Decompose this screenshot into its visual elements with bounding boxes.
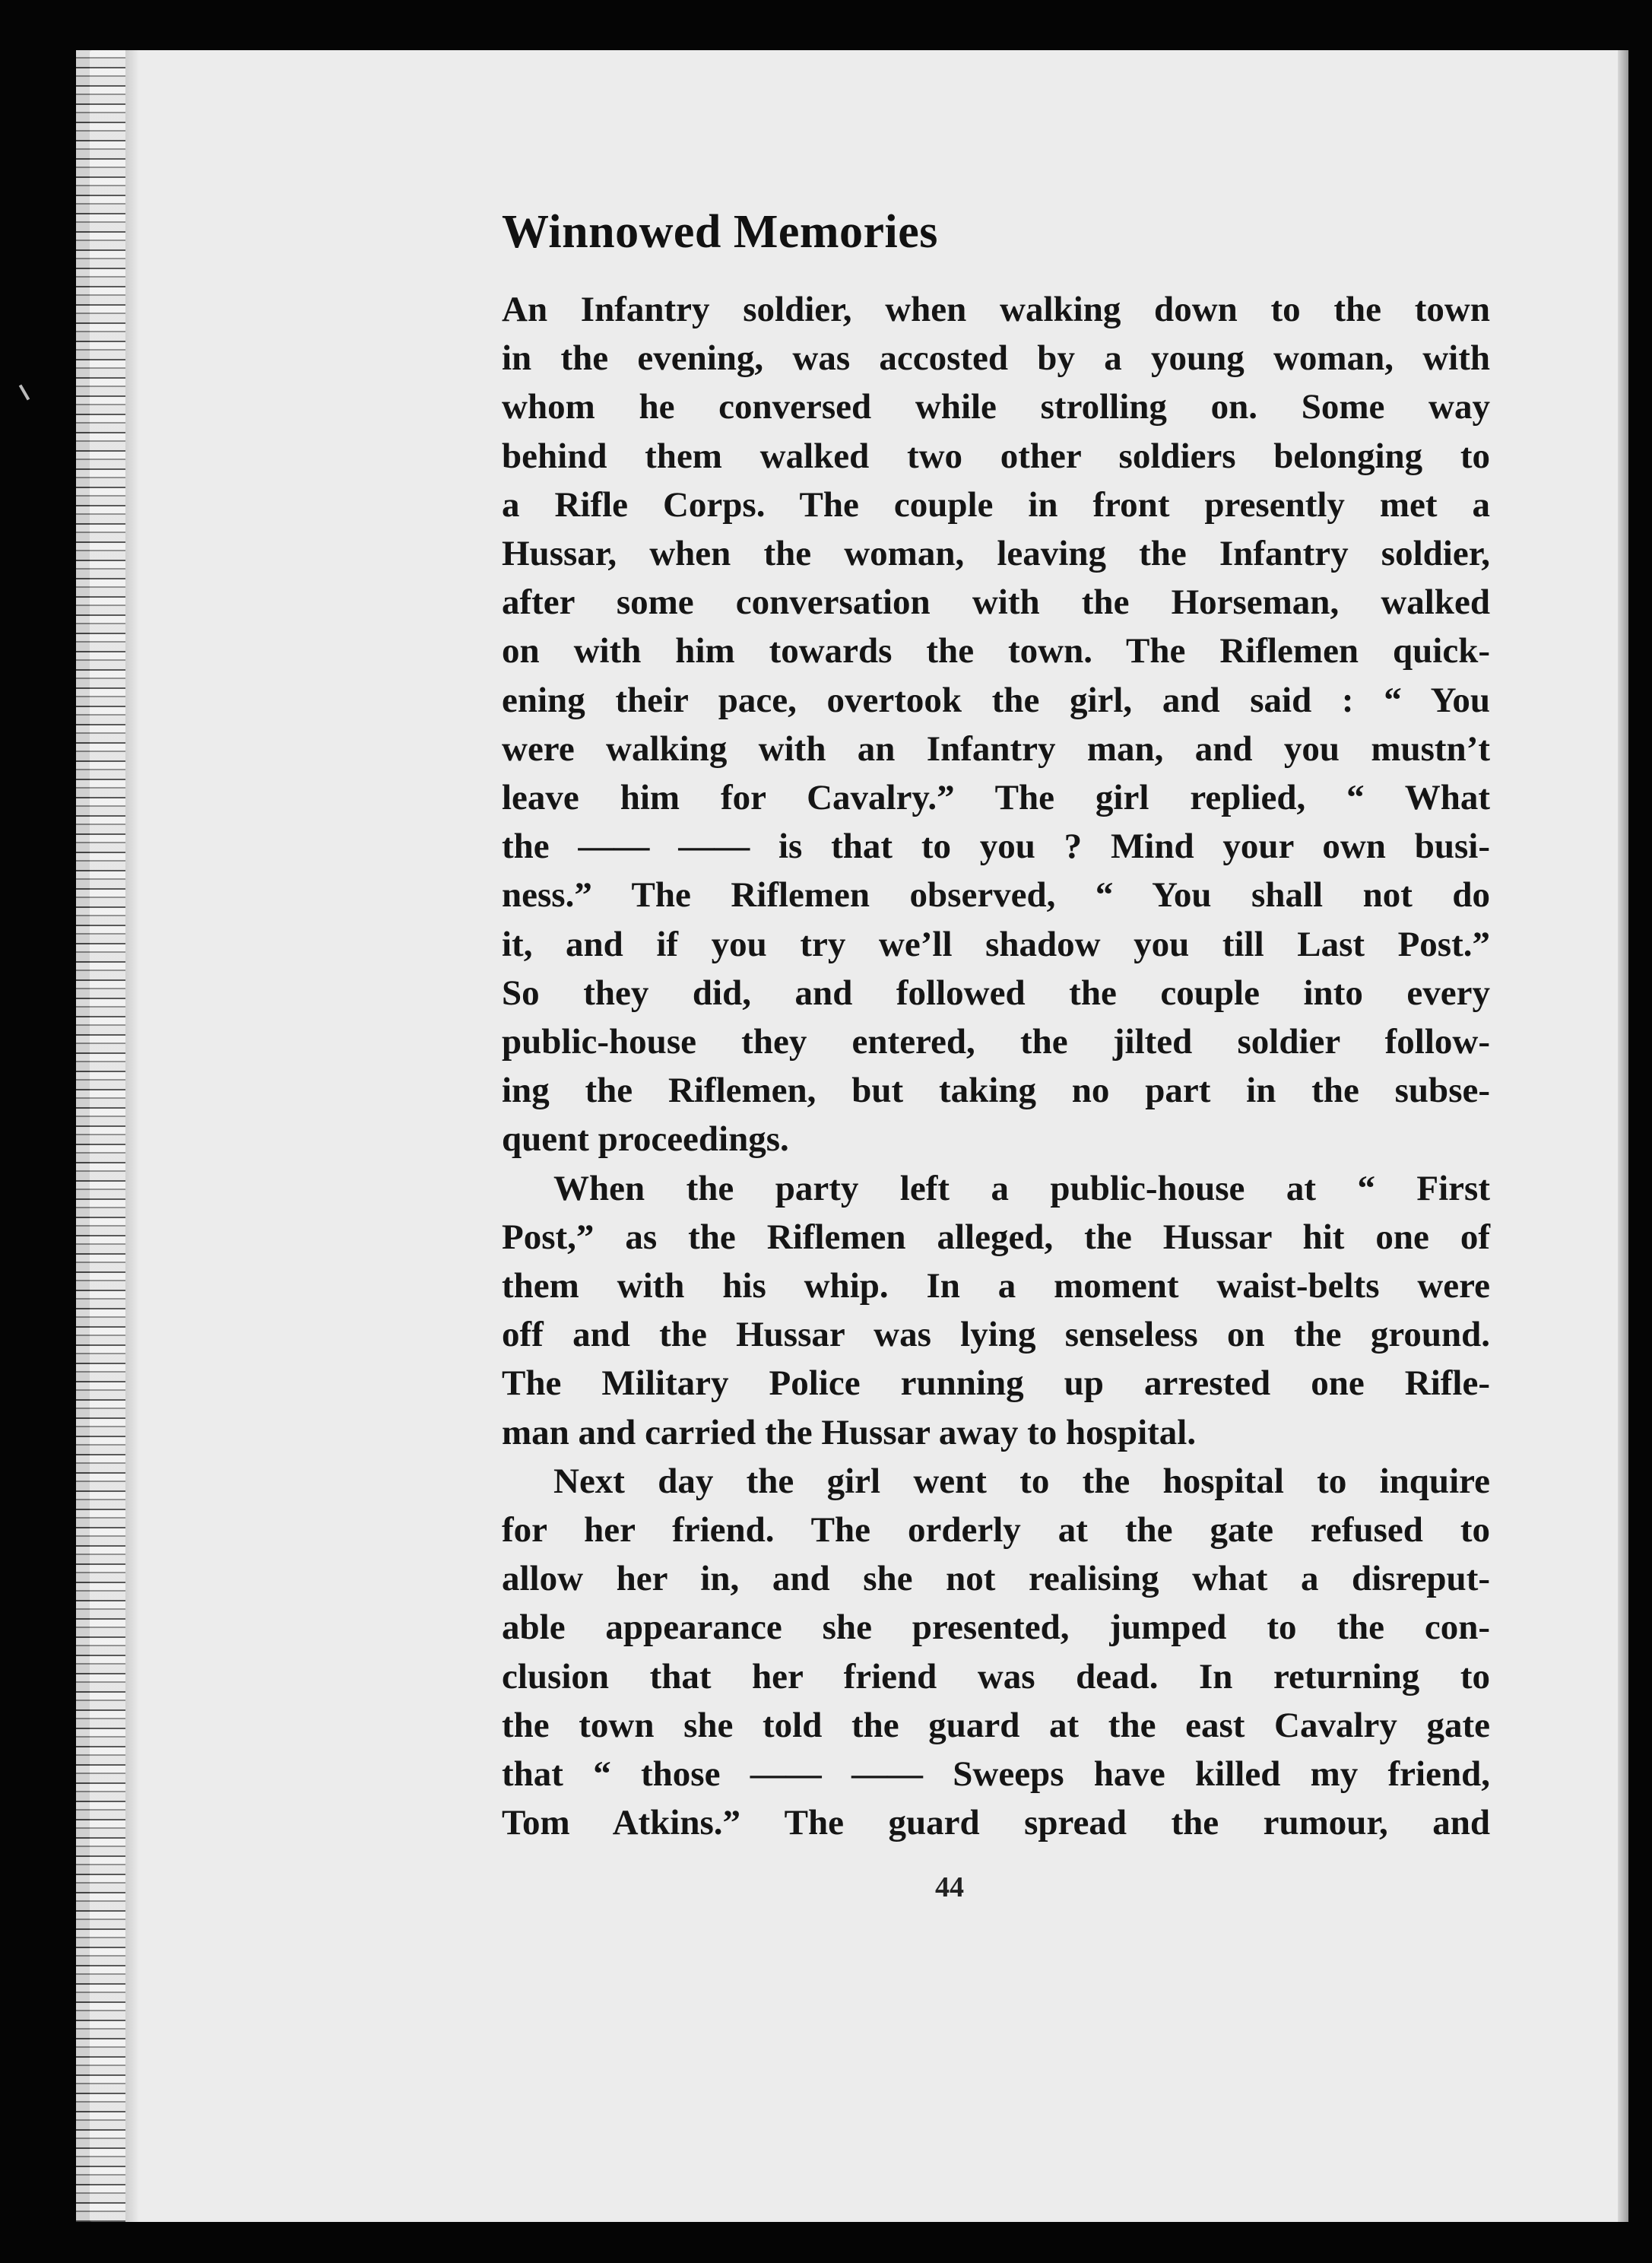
text-line: able appearance she presented, jumped to the con- bbox=[502, 1608, 1490, 1648]
running-head: Winnowed Memories bbox=[502, 206, 938, 258]
text-line: the —— —— is that to you ? Mind your own busi- bbox=[502, 827, 1490, 867]
text-line: Post,” as the Riflemen alleged, the Hussar hit one of bbox=[502, 1217, 1490, 1257]
text-line: When the party left a public-house at “ First bbox=[553, 1168, 1490, 1208]
text-line: after some conversation with the Horseman, walked bbox=[502, 582, 1490, 623]
text-line: clusion that her friend was dead. In returning to bbox=[502, 1656, 1490, 1696]
text-line: ening their pace, overtook the girl, and said : “ You bbox=[502, 680, 1490, 720]
text-line: ness.” The Riflemen observed, “ You shall not do bbox=[502, 875, 1490, 916]
text-line: for her friend. The orderly at the gate refused to bbox=[502, 1510, 1490, 1550]
text-line: quent proceedings. bbox=[502, 1119, 789, 1160]
body-text bbox=[502, 285, 1490, 1848]
text-line: in the evening, was accosted by a young woman, with bbox=[502, 338, 1490, 379]
text-line: were walking with an Infantry man, and you mustn’t bbox=[502, 728, 1490, 769]
text-line: that “ those —— —— Sweeps have killed my friend, bbox=[502, 1754, 1490, 1795]
text-line: them with his whip. In a moment waist-belts were bbox=[502, 1266, 1490, 1306]
text-line: a Rifle Corps. The couple in front presently met a bbox=[502, 484, 1490, 525]
text-line: Hussar, when the woman, leaving the Infantry soldier, bbox=[502, 534, 1490, 574]
page-edge bbox=[1618, 50, 1628, 2222]
text-line: the town she told the guard at the east Cavalry gate bbox=[502, 1705, 1490, 1745]
page-number: 44 bbox=[935, 1871, 964, 1903]
gutter-shadow bbox=[125, 50, 139, 2222]
text-line: An Infantry soldier, when walking down to the town bbox=[502, 290, 1490, 329]
text-line: off and the Hussar was lying senseless on the ground. bbox=[502, 1315, 1490, 1355]
text-line: man and carried the Hussar away to hospital. bbox=[502, 1412, 1197, 1452]
text-line: public-house they entered, the jilted soldier follow- bbox=[502, 1022, 1490, 1062]
text-line: So they did, and followed the couple into every bbox=[502, 973, 1490, 1013]
text-line: ing the Riflemen, but taking no part in the subse- bbox=[502, 1071, 1490, 1111]
text-line: Tom Atkins.” The guard spread the rumour, and bbox=[502, 1803, 1490, 1843]
text-line: The Military Police running up arrested one Rifle- bbox=[502, 1363, 1490, 1404]
text-line: on with him towards the town. The Riflemen quick- bbox=[502, 631, 1490, 671]
text-line: it, and if you try we’ll shadow you till Last Post.” bbox=[502, 924, 1490, 964]
text-line: behind them walked two other soldiers belonging to bbox=[502, 436, 1490, 476]
text-line: leave him for Cavalry.” The girl replied, “ What bbox=[502, 778, 1490, 818]
text-line: allow her in, and she not realising what a disreput- bbox=[502, 1559, 1490, 1599]
text-line: Next day the girl went to the hospital to inquire bbox=[553, 1461, 1490, 1501]
text-line: whom he conversed while strolling on. Some way bbox=[502, 387, 1490, 427]
